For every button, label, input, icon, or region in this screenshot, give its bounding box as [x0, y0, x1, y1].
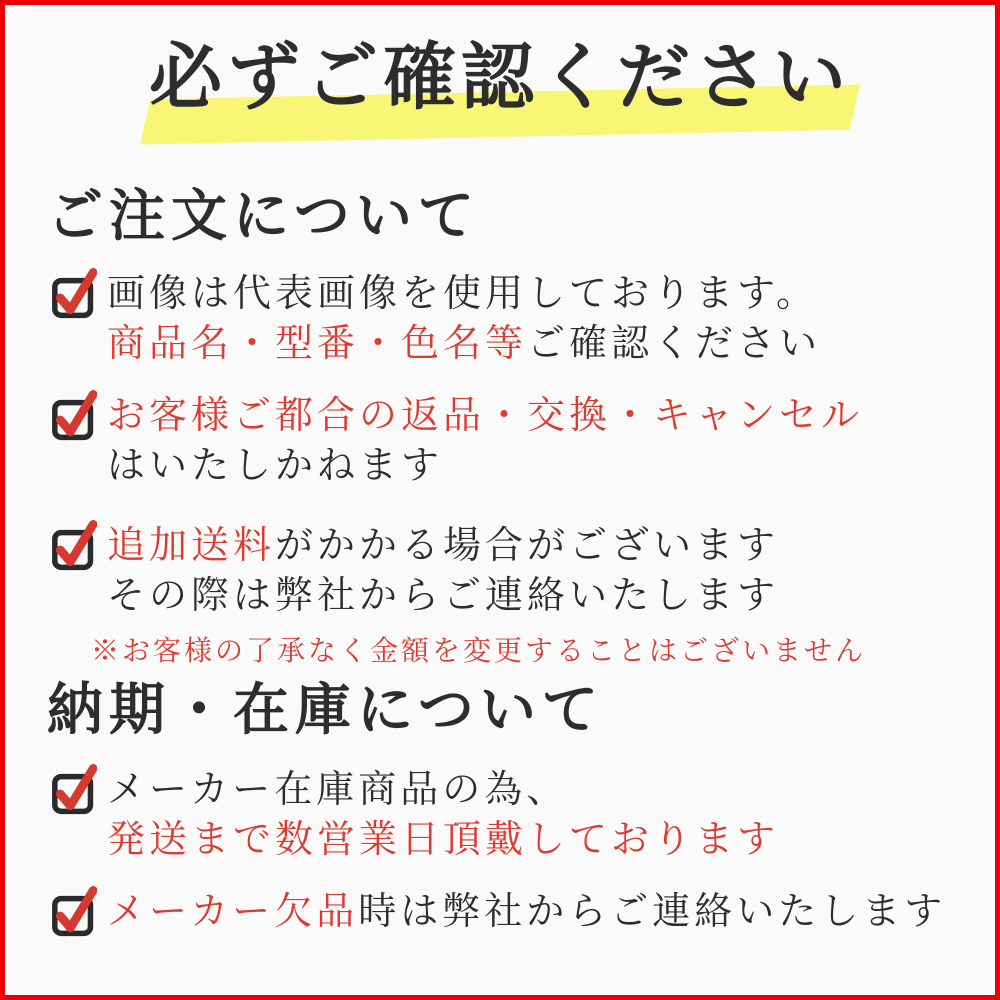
item-line	[107, 887, 946, 937]
item-line	[107, 319, 821, 369]
item-text-black: 画像は代表画像を使用しております。	[107, 273, 818, 315]
item-line	[107, 269, 821, 319]
item-text-block	[107, 887, 946, 937]
item-text-block	[91, 521, 867, 669]
checked-checkbox-icon	[51, 518, 97, 571]
checked-checkbox-icon	[51, 388, 97, 441]
item-text-block	[107, 391, 863, 491]
section-heading-order: ご注文について	[47, 186, 480, 248]
item-text-red: メーカー欠品	[107, 891, 359, 933]
checklist-item-extra-shipping-fee	[51, 521, 866, 669]
item-text-red: 発送まで数営業日頂戴しております	[107, 819, 780, 861]
item-line	[107, 391, 863, 441]
item-line	[107, 571, 866, 621]
item-line	[107, 521, 866, 571]
checklist-item-maker-out-of-stock	[51, 887, 946, 937]
item-text-black: メーカー在庫商品の為、	[107, 769, 569, 811]
section-heading-stock: 納期・在庫について	[47, 680, 604, 742]
item-line	[107, 815, 779, 865]
item-text-red: 商品名・型番・色名等	[107, 323, 528, 365]
item-text-block	[107, 765, 779, 865]
page-title: 必ずご確認ください	[149, 37, 851, 118]
item-text-black: ご確認ください	[527, 323, 822, 365]
item-text-black: はいたしかねます	[107, 445, 444, 487]
checked-checkbox-icon	[51, 762, 97, 815]
price-change-note: ※お客様の了承なく金額を変更することはございません	[91, 636, 867, 667]
checked-checkbox-icon	[51, 884, 97, 937]
title-block	[5, 5, 995, 155]
item-text-black: 時は弊社からご連絡いたします	[358, 891, 947, 933]
item-text-red: お客様ご都合の返品・交換・キャンセル	[107, 395, 864, 437]
checklist-item-returns-cancellation	[51, 391, 863, 491]
item-text-red: 追加送料	[107, 525, 276, 567]
checklist-item-maker-stock	[51, 765, 779, 865]
item-text-block	[107, 269, 821, 369]
item-line	[107, 441, 863, 491]
item-line	[107, 765, 779, 815]
checked-checkbox-icon	[51, 266, 97, 319]
item-text-black: がかかる場合がございます	[275, 525, 780, 567]
checklist-item-representative-image	[51, 269, 821, 369]
item-text-black: その際は弊社からご連絡いたします	[107, 575, 780, 617]
